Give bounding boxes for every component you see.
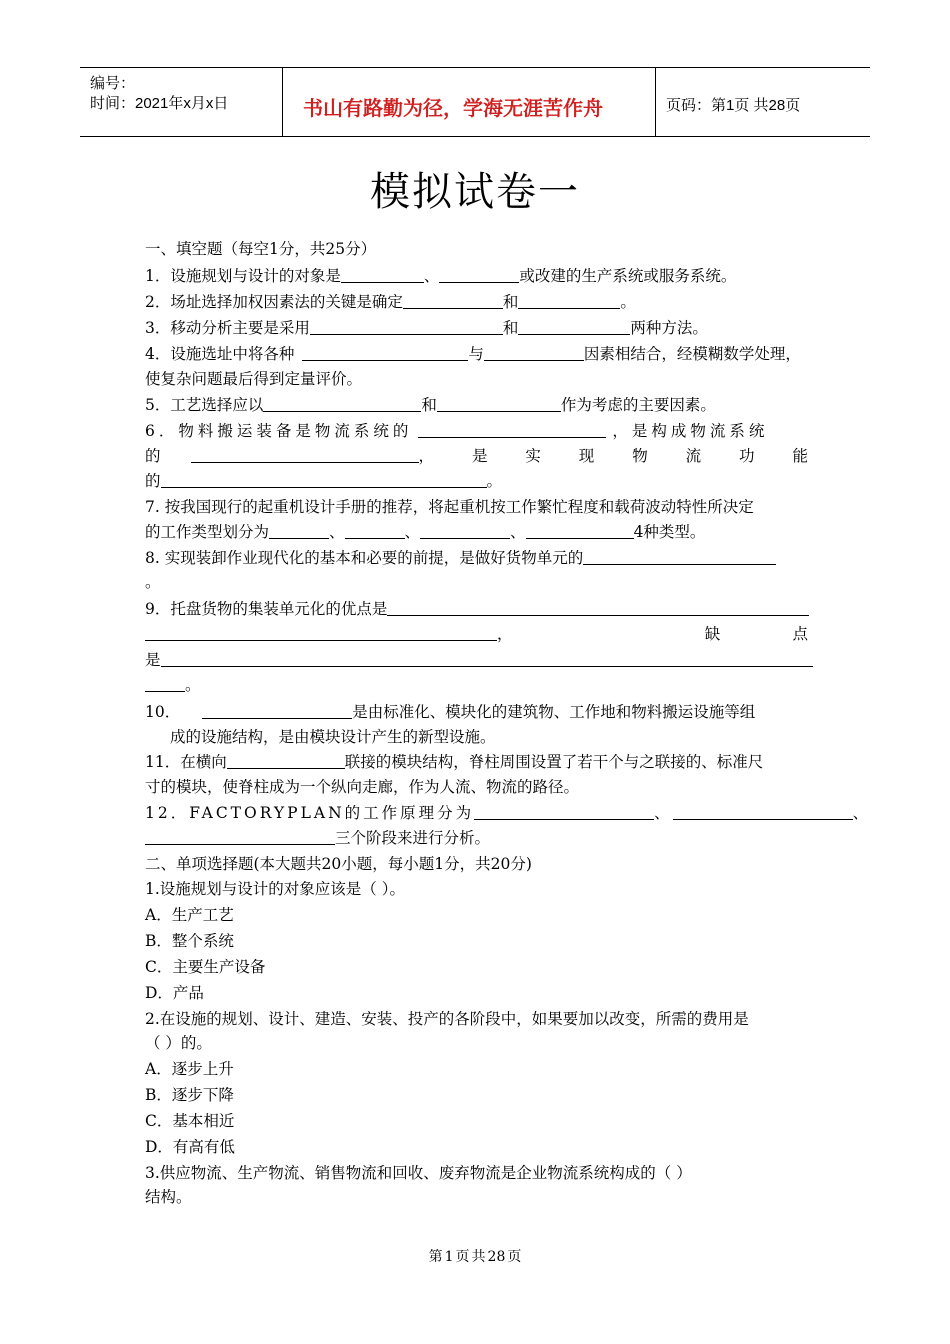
page-code: 页码：第1页 共28页 (666, 97, 801, 114)
s2-q2-line2: （ ）的。 (145, 1034, 212, 1052)
q9-line2: ， 缺 点 (145, 624, 808, 644)
section1-heading: 一、填空题（每空1分，共25分） (145, 240, 377, 258)
q6-line2: 的 ， 是 实 现 物 流 功 能 (145, 447, 808, 465)
q12: 12．FACTORYPLAN的工作原理分为 、 、 (145, 804, 872, 822)
q11: 11．在横向 联接的模块结构，脊柱周围设置了若干个与之联接的、标准尺 (145, 753, 764, 771)
motto: 书山有路勤为径，学海无涯苦作舟 (303, 96, 603, 120)
s2-q2-option-d: D．有高有低 (145, 1138, 235, 1156)
q8: 8. 实现装卸作业现代化的基本和必要的前提，是做好货物单元的 (145, 548, 776, 568)
footer-total: 28 (487, 1249, 506, 1265)
q3: 3．移动分析主要是采用 和 两种方法。 (145, 319, 708, 337)
s2-q3-line2: 结构。 (145, 1188, 192, 1206)
q9-line3: 是 (145, 650, 813, 670)
q10-line2: 成的设施结构，是由模块设计产生的新型设施。 (170, 728, 496, 746)
q4: 4．设施选址中将各种 与 因素相结合，经模糊数学处理， (145, 345, 801, 363)
page-title: 模拟试卷一 (370, 169, 580, 215)
s2-q2-option-a: A．逐步上升 (145, 1060, 234, 1078)
q4-line2: 使复杂问题最后得到定量评价。 (145, 370, 363, 388)
s2-q1-option-d: D．产品 (145, 984, 204, 1002)
s2-q1-option-a: A．生产工艺 (145, 906, 234, 924)
header-right-cell (656, 68, 870, 136)
s2-q2: 2.在设施的规划、设计、建造、安装、投产的各阶段中，如果要加以改变，所需的费用是 (145, 1010, 749, 1028)
q2: 2．场址选择加权因素法的关键是确定 和 。 (145, 293, 636, 311)
number-label: 编号： (90, 75, 136, 92)
s2-q1: 1.设施规划与设计的对象应该是（ ）。 (145, 880, 405, 898)
s2-q2-option-c: C．基本相近 (145, 1112, 235, 1130)
s2-q3: 3.供应物流、生产物流、销售物流和回收、废弃物流是企业物流系统构成的（ ） (145, 1164, 692, 1182)
q7: 7. 按我国现行的起重机设计手册的推荐，将起重机按工作繁忙程度和载荷波动特性所决定 (145, 498, 754, 516)
q5: 5．工艺选择应以 和 作为考虑的主要因素。 (145, 396, 716, 414)
header-left-cell (80, 68, 283, 136)
q8-line2: 。 (145, 573, 161, 591)
q9: 9．托盘货物的集装单元化的优点是 (145, 599, 809, 619)
q6: 6．物料搬运装备是物流系统的 ，是构成物流系统 (145, 422, 769, 440)
section2-heading: 二、单项选择题(本大题共20小题，每小题1分，共20分) (145, 855, 532, 873)
s2-q1-option-b: B．整个系统 (145, 932, 234, 950)
q7-line2: 的工作类型划分为 、 、 、 4种类型。 (145, 523, 706, 541)
s2-q1-option-c: C．主要生产设备 (145, 958, 266, 976)
q12-line2: 三个阶段来进行分析。 (145, 828, 490, 848)
s2-q2-option-b: B．逐步下降 (145, 1086, 234, 1104)
page-footer: 第 1 页 共 28 页 (428, 1249, 522, 1265)
time-label: 时间：2021年x月x日 (90, 95, 229, 112)
q9-line4: 。 (145, 675, 201, 695)
header-mid-cell (283, 68, 656, 136)
page-header (80, 67, 870, 137)
footer-page: 1 (444, 1249, 454, 1265)
q10: 10． 是由标准化、模块化的建筑物、工作地和物料搬运设施等组 (145, 703, 756, 721)
q6-line3: 的 。 (145, 472, 503, 490)
q1: 1．设施规划与设计的对象是 、 或改建的生产系统或服务系统。 (145, 267, 737, 285)
q11-line2: 寸的模块，使脊柱成为一个纵向走廊，作为人流、物流的路径。 (145, 778, 580, 796)
